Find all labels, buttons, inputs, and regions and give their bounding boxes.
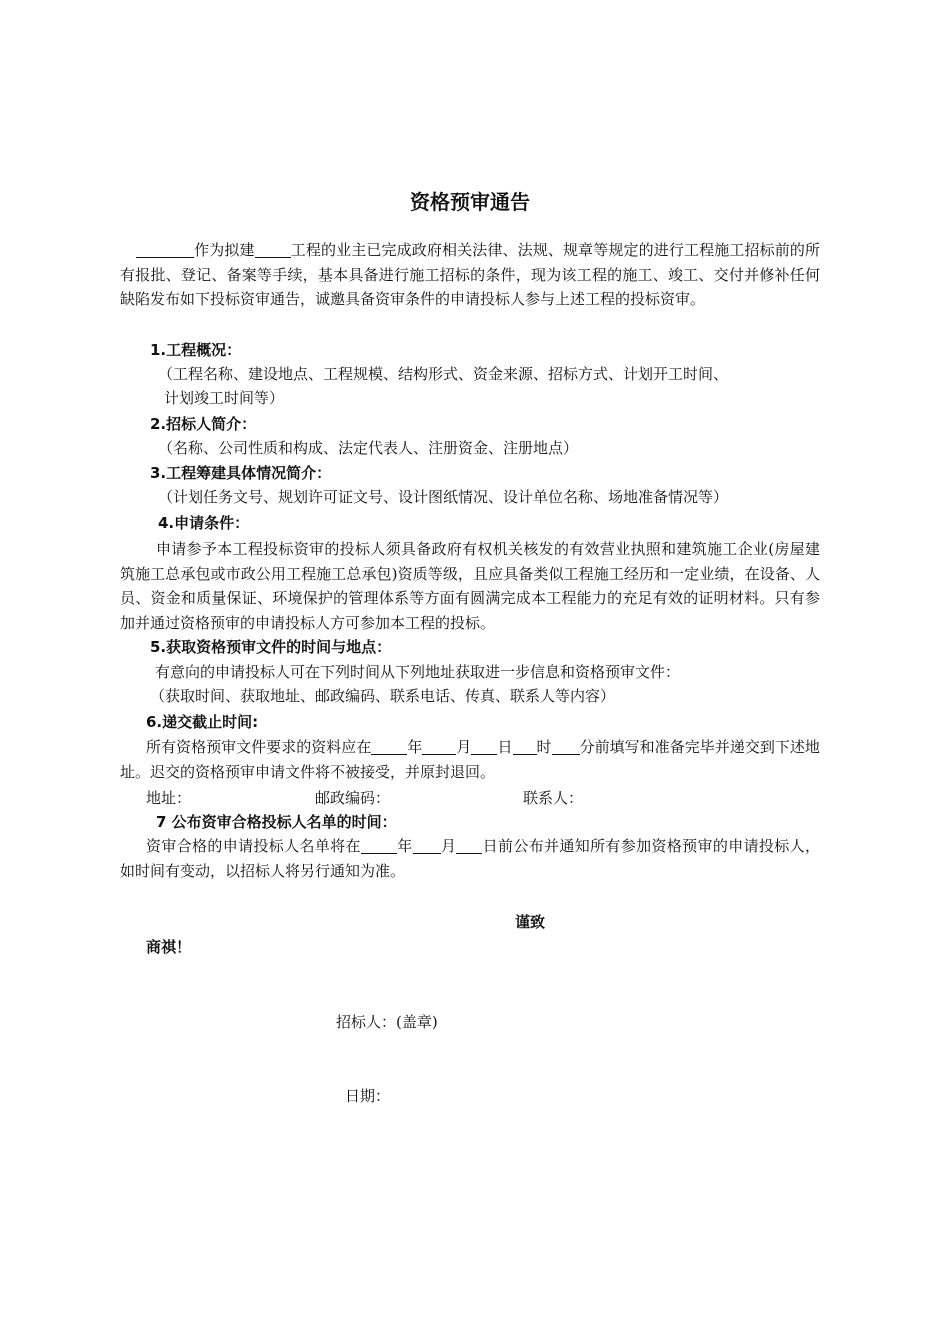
section-7-text: 日前公布并通知所有参加资格预审的申请投标人，如时间有变动，以招标人将另行通知为准。 [120, 837, 820, 880]
postcode-label: 邮政编码： [315, 789, 391, 807]
blank-field [513, 737, 537, 755]
section-6-heading: 6.递交截止时间: [146, 713, 259, 731]
section-5-text: （获取时间、获取地址、邮政编码、联系电话、传真、联系人等内容） [150, 687, 616, 705]
section-4-paragraph: 申请参予本工程投标资审的投标人须具备政府有权机关核发的有效营业执照和建筑施工企业(房屋建筑施工总承包或市政公用工程施工总承包)资质等级，且应具备类似工程施工经历和一定业绩，在设备、人员、资金和质量保证、环境保护的管理体系等方面有圆满完成本工程能力的充足有效的证明材料。只有参加并通过资格预审的申请投标人方可参加本工程的投标。 [120, 540, 820, 632]
section-4-heading: 4.申请条件： [158, 514, 250, 532]
section-2-heading: 2.招标人简介： [150, 415, 257, 433]
section-1-heading: 1.工程概况： [150, 341, 242, 359]
section-7-paragraph [120, 834, 820, 883]
section-6-text: 所有资格预审文件要求的资料应在 [146, 738, 372, 756]
month-label: 月 [456, 738, 472, 756]
section-1-text: 计划竣工时间等） [164, 389, 285, 407]
tenderer-seal-label: 招标人：(盖章) [336, 1013, 438, 1031]
blank-field [471, 737, 497, 755]
section-6-paragraph [120, 735, 820, 784]
blank-field [552, 737, 580, 755]
blank-field [361, 836, 397, 854]
section-5-heading: 5.获取资格预审文件的时间与地点： [150, 638, 392, 656]
regards-text: 谨致 [515, 913, 546, 931]
section-1-text: （工程名称、建设地点、工程规模、结构形式、资金来源、招标方式、计划开工时间、 [158, 365, 729, 383]
intro-paragraph [120, 238, 820, 312]
blank-field [255, 240, 291, 258]
intro-text: 工程的业主已完成政府相关法律、法规、规章等规定的进行工程施工招标前的所有报批、登记、备案等手续，基本具备进行施工招标的条件，现为该工程的施工、竣工、交付并修补任何缺陷发布如下投标资审通告，诚邀具备资审条件的申请投标人参与上述工程的投标资审。 [120, 241, 820, 308]
section-6-text: 分前填写和准备完毕并递交到下述地址。迟交的资格预审申请文件将不被接受，并原封退回。 [120, 738, 820, 781]
day-label: 日 [497, 738, 513, 756]
blank-field [371, 737, 407, 755]
year-label: 年 [407, 738, 423, 756]
address-label: 地址： [146, 789, 192, 807]
section-7-heading: 7 公布资审合格投标人名单的时间： [156, 813, 397, 831]
section-7-text: 资审合格的申请投标人名单将在 [146, 837, 361, 855]
blank-field [422, 737, 456, 755]
blank-field [136, 240, 194, 258]
section-3-text: （计划任务文号、规划许可证文号、设计图纸情况、设计单位名称、场地准备情况等） [158, 488, 729, 506]
blank-field [413, 836, 441, 854]
contact-label: 联系人： [523, 789, 584, 807]
hour-label: 时 [536, 738, 552, 756]
section-5-text: 有意向的申请投标人可在下列时间从下列地址获取进一步信息和资格预审文件： [155, 663, 681, 681]
year-label: 年 [396, 837, 413, 855]
blank-field [456, 836, 482, 854]
date-label: 日期： [345, 1087, 391, 1105]
intro-text: 作为拟建 [194, 241, 255, 259]
document-title: 资格预审通告 [410, 190, 530, 214]
section-3-heading: 3.工程筹建具体情况简介： [150, 464, 332, 482]
month-label: 月 [440, 837, 457, 855]
section-2-text: （名称、公司性质和构成、法定代表人、注册资金、注册地点） [158, 439, 579, 457]
salutation-text: 商祺！ [146, 938, 192, 956]
